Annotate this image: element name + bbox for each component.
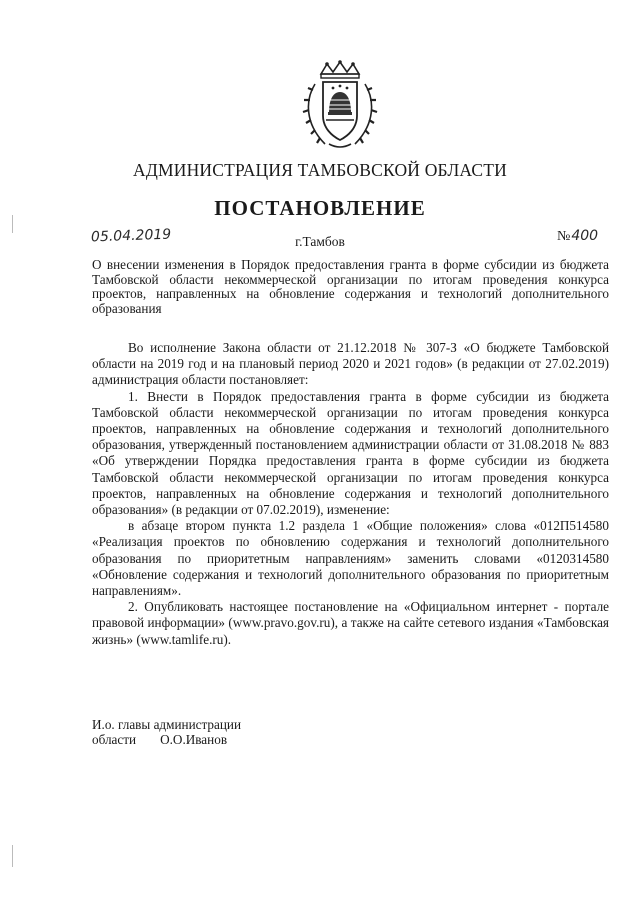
signature-block [92,717,241,747]
scan-edge-mark [12,215,13,233]
document-subject: О внесении изменения в Порядок предоставления гранта в форме субсидии из бюджета Тамбовской области некоммерческой организации по итогам проведения конкурса проектов, направленных на обновление содержания и технологий дополнительного образования [92,257,609,316]
body-item-2-paragraph: 2. Опубликовать настоящее постановление на «Официальном интернет - портале правовой информации» (www.pravo.gov.ru), а также на сайте сетевого издания «Тамбовская жизнь» (www.tamlife.ru). [92,599,609,647]
signature-position-cont: области [92,732,137,747]
signatory-name: О.О.Иванов [160,732,228,747]
body-intro-paragraph: Во исполнение Закона области от 21.12.2018 № 307-З «О бюджете Тамбовской области на 2019 год и на плановый период 2020 и 2021 годов» (в редакции от 27.02.2019) администрация области постановляет: [92,340,609,388]
document-city: г.Тамбов [295,234,345,249]
document-date: 05.04.2019 [90,226,172,246]
document-type-title: ПОСТАНОВЛЕНИЕ [214,196,426,220]
tambov-coat-of-arms-icon [299,60,381,152]
number-prefix: № [557,229,571,244]
scan-edge-mark [12,845,13,867]
body-item-1-detail-paragraph: в абзаце втором пункта 1.2 раздела 1 «Общие положения» слова «012П514580 «Реализация проектов по обновлению содержания и технологий дополнительного образования по приоритетным направлениям» заменить словами «0120314580 «Обновление содержания и технологий дополнительного образования по приоритетным направлениям». [92,518,609,599]
signature-position: И.о. главы администрации [92,717,242,732]
document-body [92,340,609,648]
document-number [557,228,598,245]
organization-name: АДМИНИСТРАЦИЯ ТАМБОВСКОЙ ОБЛАСТИ [133,160,507,180]
number-value: 400 [571,228,599,244]
body-item-1-paragraph: 1. Внести в Порядок предоставления гранта в форме субсидии из бюджета Тамбовской области некоммерческой организации по итогам проведения конкурса проектов, направленных на обновление содержания и технологий дополнительного образования, утвержденный постановлением администрации области от 31.08.2018 № 883 «Об утверждении Порядка предоставления гранта в форме субсидии из бюджета Тамбовской области некоммерческой организации по итогам проведения конкурса проектов, направленных на обновление содержания и технологий дополнительного образования» (в редакции от 07.02.2019), изменение: [92,388,609,518]
